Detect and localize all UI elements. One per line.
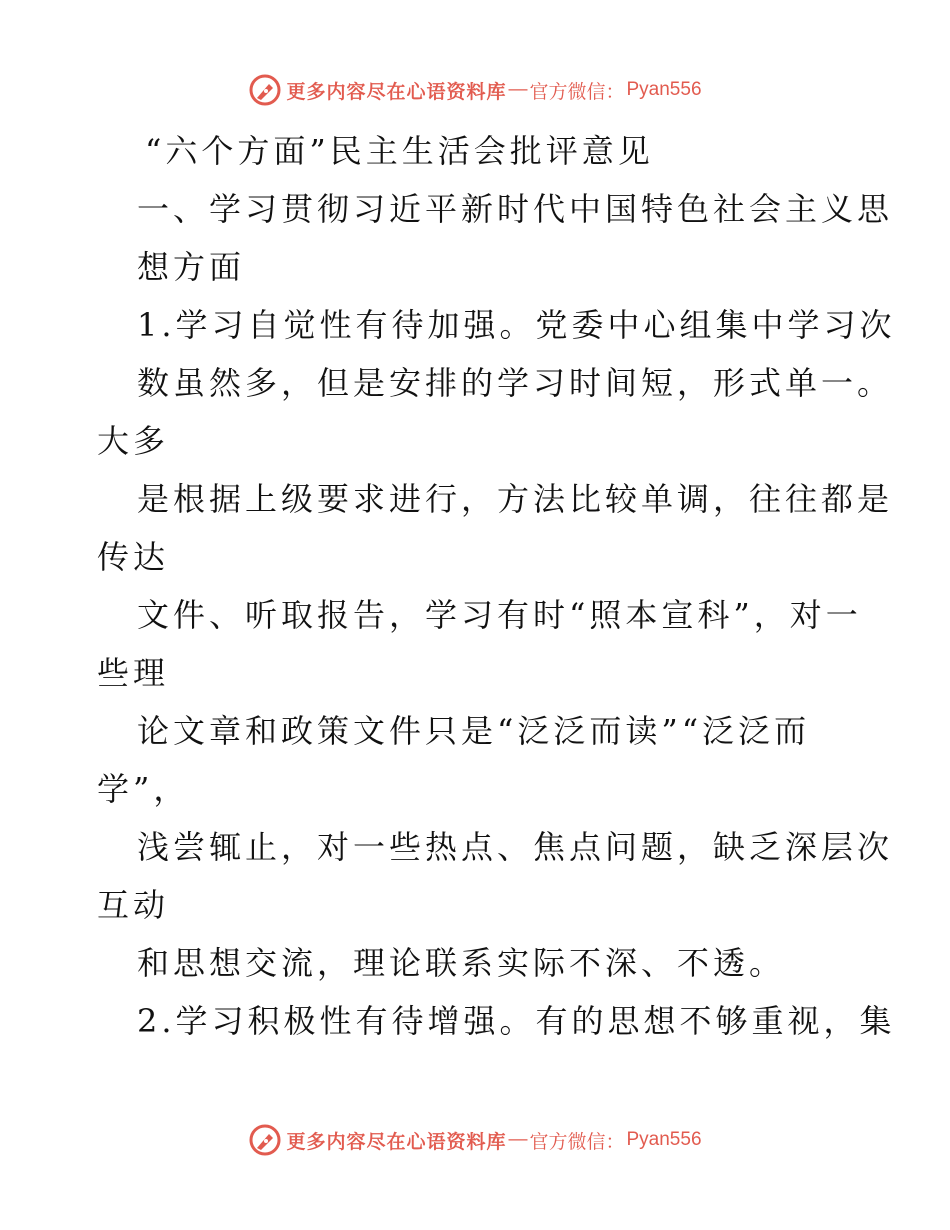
paragraph-line: 是根据上级要求进行，方法比较单调，往往都是 (137, 480, 894, 518)
watermark-brand: 更多内容尽在心语资料库 (286, 80, 507, 103)
paragraph-line: 些理 (97, 654, 170, 692)
paragraph-line: 文件、听取报告，学习有时“照本宣科”，对一 (137, 596, 862, 634)
watermark-account: Pyan556 (626, 1129, 702, 1150)
watermark-brand: 更多内容尽在心语资料库 (286, 1130, 507, 1153)
section-heading-line: 一、学习贯彻习近平新时代中国特色社会主义思 (137, 190, 894, 228)
pen-nib-logo-icon (248, 1123, 282, 1157)
watermark-dash: — (508, 1129, 528, 1150)
watermark-official: 官方微信： (529, 1130, 625, 1153)
pen-nib-logo-icon (248, 73, 282, 107)
paragraph-line: 数虽然多，但是安排的学习时间短，形式单一。 (137, 364, 894, 402)
paragraph-line: 2.学习积极性有待增强。有的思想不够重视，集 (137, 1002, 896, 1040)
paragraph-line: 和思想交流，理论联系实际不深、不透。 (137, 944, 786, 982)
paragraph-line: 互动 (97, 886, 170, 924)
watermark-footer (0, 1120, 950, 1160)
watermark-dash: — (508, 79, 528, 100)
paragraph-line: 学”， (97, 770, 190, 808)
paragraph-line: 大多 (97, 422, 170, 460)
paragraph-line: 1.学习自觉性有待加强。党委中心组集中学习次 (137, 306, 896, 344)
watermark-official: 官方微信： (529, 80, 625, 103)
paragraph-line: 论文章和政策文件只是“泛泛而读”“泛泛而 (137, 712, 811, 750)
paragraph-line: 浅尝辄止，对一些热点、焦点问题，缺乏深层次 (137, 828, 894, 866)
document-body (0, 122, 950, 1050)
document-title: “六个方面”民主生活会批评意见 (145, 132, 654, 170)
watermark-account: Pyan556 (626, 79, 702, 100)
section-heading-line: 想方面 (137, 248, 246, 286)
watermark-header (0, 70, 950, 110)
paragraph-line: 传达 (97, 538, 170, 576)
